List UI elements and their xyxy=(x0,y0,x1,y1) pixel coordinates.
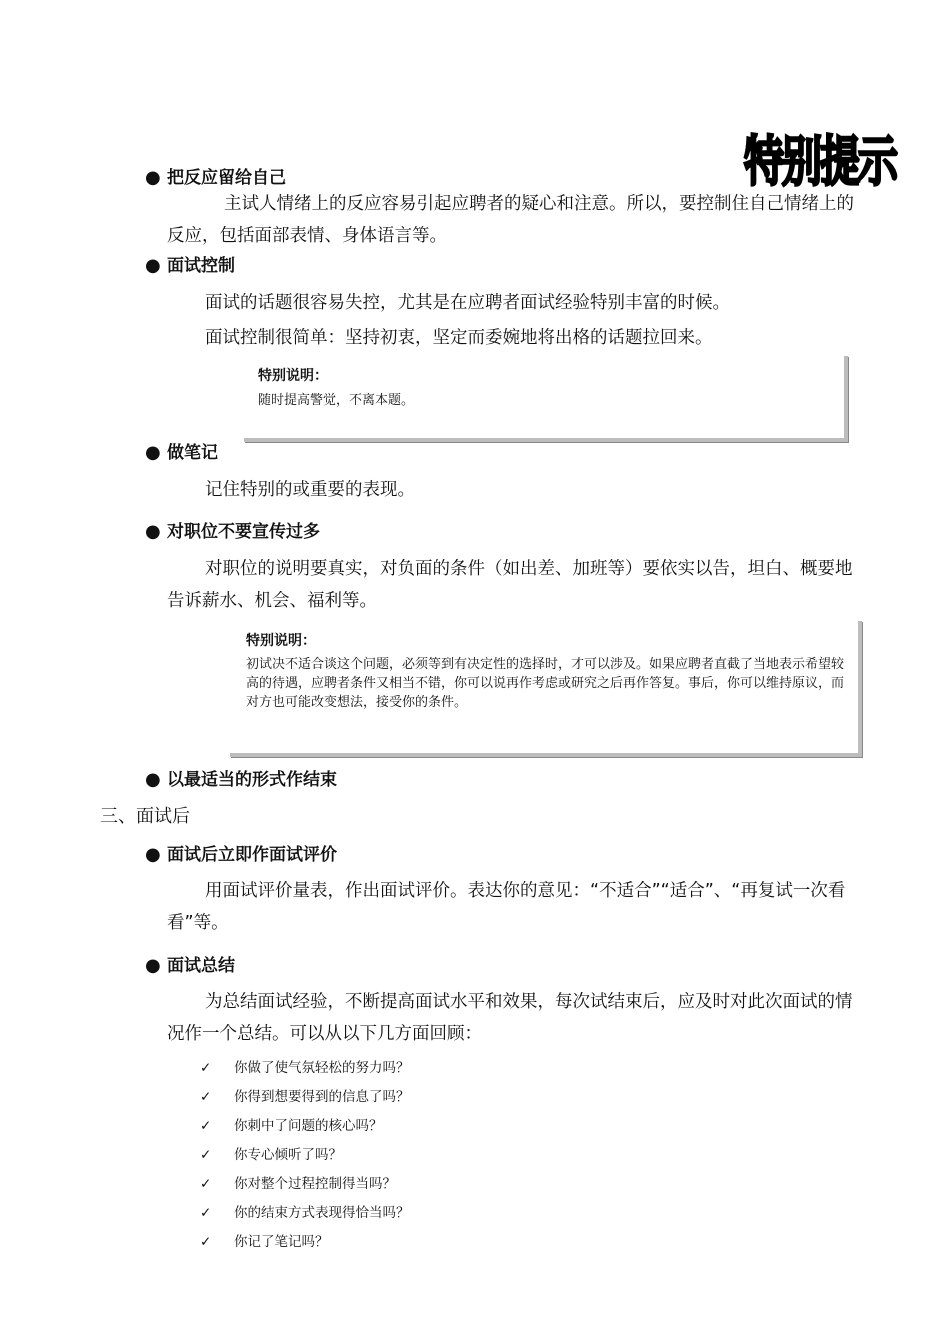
bullet-icon: ● xyxy=(145,521,161,542)
note-title: 特别说明： xyxy=(246,633,316,649)
special-tips-logo: 特别提示 xyxy=(744,131,896,194)
para-keep-reactions: 主试人情绪上的反应容易引起应聘者的疑心和注意。所以，要控制住自己情绪上的反应，包括面部表情、身体语言等。 xyxy=(167,194,854,246)
para-take-notes: 记住特别的或重要的表现。 xyxy=(205,480,415,500)
heading-ending: ● 以最适当的形式作结束 xyxy=(145,769,337,790)
para-summary: 为总结面试经验，不断提高面试水平和效果，每次试结束后，应及时对此次面试的情况作一个总结。可以从以下几方面回顾： xyxy=(167,992,853,1044)
review-checklist xyxy=(200,1056,410,1259)
note-body: 随时提高警觉，不离本题。 xyxy=(258,393,415,408)
check-icon: ✓ xyxy=(200,1234,212,1250)
bullet-icon: ● xyxy=(145,442,161,463)
checklist-item: ✓ 你对整个过程控制得当吗？ xyxy=(200,1172,410,1201)
heading-take-notes: ● 做笔记 xyxy=(145,442,218,463)
checklist-item: ✓ 你记了笔记吗？ xyxy=(200,1230,410,1259)
bullet-icon: ● xyxy=(145,167,161,188)
heading-position-promo: ● 对职位不要宣传过多 xyxy=(145,521,320,542)
bullet-icon: ● xyxy=(145,955,161,976)
check-icon: ✓ xyxy=(200,1060,212,1076)
check-icon: ✓ xyxy=(200,1176,212,1192)
heading-summary: ● 面试总结 xyxy=(145,955,235,976)
para-control-1: 面试的话题很容易失控，尤其是在应聘者面试经验特别丰富的时候。 xyxy=(205,293,730,313)
note-box-2 xyxy=(230,621,862,757)
check-icon: ✓ xyxy=(200,1089,212,1105)
check-icon: ✓ xyxy=(200,1147,212,1163)
checklist-item: ✓ 你做了使气氛轻松的努力吗？ xyxy=(200,1056,410,1085)
checklist-item: ✓ 你专心倾听了吗？ xyxy=(200,1143,410,1172)
checklist-item: ✓ 你的结束方式表现得恰当吗？ xyxy=(200,1201,410,1230)
para-control-2: 面试控制很简单：坚持初衷，坚定而委婉地将出格的话题拉回来。 xyxy=(205,328,713,348)
note-box-1 xyxy=(244,356,848,442)
para-position-promo: 对职位的说明要真实，对负面的条件（如出差、加班等）要依实以告，坦白、概要地告诉薪水、机会、福利等。 xyxy=(167,559,853,611)
bullet-icon: ● xyxy=(145,769,161,790)
note-body: 初试决不适合谈这个问题，必须等到有决定性的选择时，才可以涉及。如果应聘者直截了当地表示希望较高的待遇，应聘者条件又相当不错，你可以说再作考虑或研究之后再作答复。事后，你可以维持原议，而对方也可能改变想法，接受你的条件。 xyxy=(246,657,845,710)
bullet-icon: ● xyxy=(145,844,161,865)
para-evaluate: 用面试评价量表，作出面试评价。表达你的意见：“不适合”“适合”、“再复试一次看看”等。 xyxy=(167,881,846,933)
checklist-item: ✓ 你得到想要得到的信息了吗？ xyxy=(200,1085,410,1114)
part-title-after-interview: 三、面试后 xyxy=(100,806,190,827)
heading-keep-reactions: ● 把反应留给自己 xyxy=(145,167,286,188)
check-icon: ✓ xyxy=(200,1118,212,1134)
note-title: 特别说明： xyxy=(258,368,328,384)
checklist-item: ✓ 你刺中了问题的核心吗？ xyxy=(200,1114,410,1143)
check-icon: ✓ xyxy=(200,1205,212,1221)
heading-evaluate: ● 面试后立即作面试评价 xyxy=(145,844,337,865)
heading-interview-control: ● 面试控制 xyxy=(145,255,235,276)
bullet-icon: ● xyxy=(145,255,161,276)
